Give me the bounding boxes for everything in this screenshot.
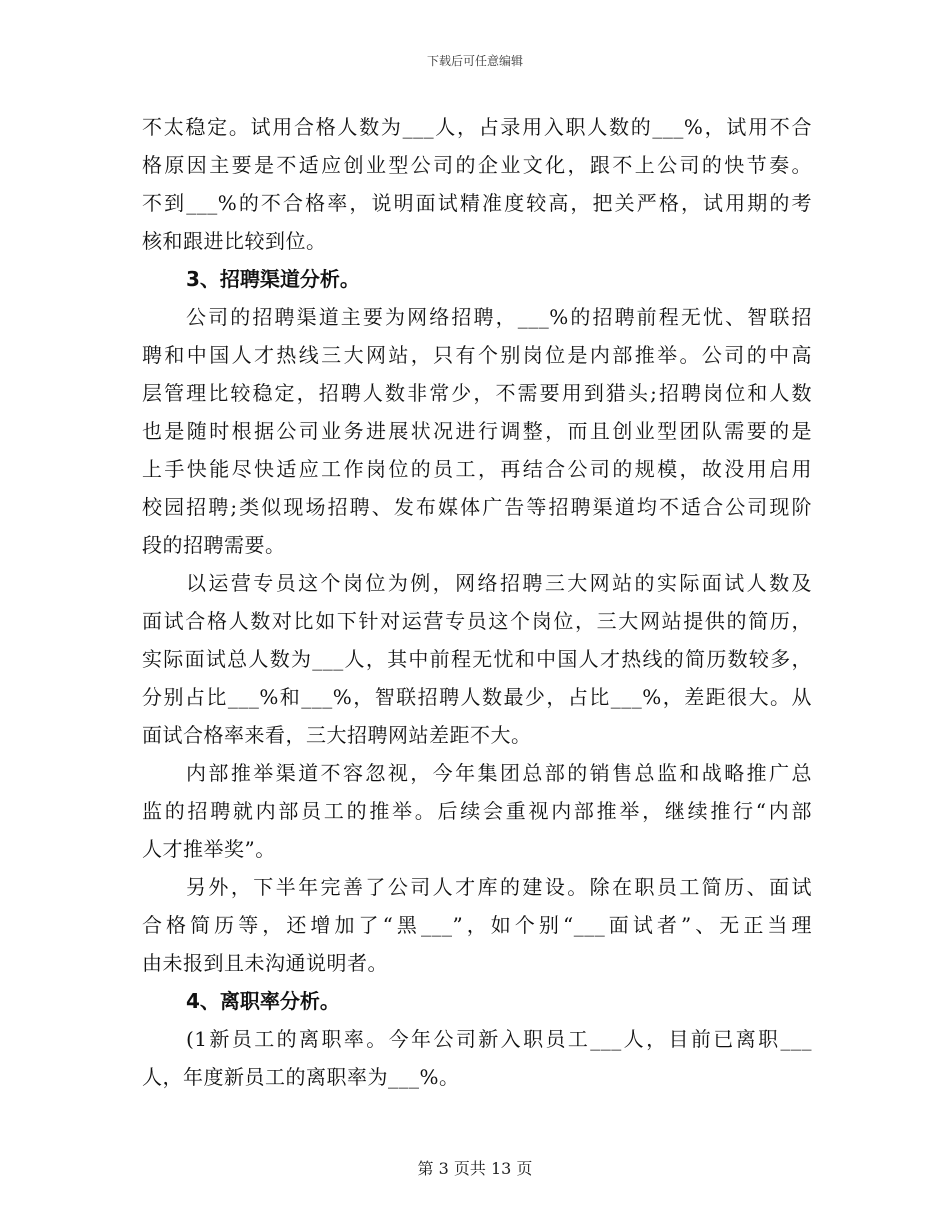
document-body	[142, 108, 812, 1096]
page-header: 下载后可任意编辑	[426, 54, 523, 68]
text-line: (1新员工的离职率。今年公司新入职员工___人，目前已离职___	[186, 1027, 812, 1051]
paragraph	[142, 298, 812, 564]
text-line: 面试合格人数对比如下针对运营专员这个岗位，三大网站提供的简历，	[142, 609, 812, 633]
page-footer: 第 3 页共 13 页	[417, 1159, 533, 1178]
text-line: 层管理比较稳定，招聘人数非常少，不需要用到猎头;招聘岗位和人数	[142, 381, 812, 405]
text-line: 实际面试总人数为___人，其中前程无忧和中国人才热线的简历数较多，	[142, 647, 812, 671]
text-line: 人，年度新员工的离职率为___%。	[142, 1065, 460, 1089]
text-line: 公司的招聘渠道主要为网络招聘，___%的招聘前程无忧、智联招	[186, 305, 812, 329]
paragraph	[142, 108, 812, 260]
text-line: 内部推举渠道不容忽视，今年集团总部的销售总监和战略推广总	[186, 761, 812, 785]
text-line: 不到___%的不合格率，说明面试精准度较高，把关严格，试用期的考	[142, 191, 812, 215]
paragraph	[142, 564, 812, 754]
section-heading: 4、离职率分析。	[186, 989, 340, 1013]
text-line: 人才推举奖”。	[142, 837, 276, 861]
text-line: 由未报到且未沟通说明者。	[142, 951, 388, 975]
text-line: 以运营专员这个岗位为例，网络招聘三大网站的实际面试人数及	[186, 571, 812, 595]
text-line: 格原因主要是不适应创业型公司的企业文化，跟不上公司的快节奏。	[142, 153, 812, 177]
text-line: 校园招聘;类似现场招聘、发布媒体广告等招聘渠道均不适合公司现阶	[142, 495, 812, 519]
paragraph	[142, 754, 812, 868]
text-line: 上手快能尽快适应工作岗位的员工，再结合公司的规模，故没用启用	[142, 457, 812, 481]
section-heading: 3、招聘渠道分析。	[186, 267, 360, 291]
text-line: 核和跟进比较到位。	[142, 229, 327, 253]
text-line: 聘和中国人才热线三大网站，只有个别岗位是内部推举。公司的中高	[142, 343, 812, 367]
text-line: 段的招聘需要。	[142, 533, 286, 557]
text-line: 另外，下半年完善了公司人才库的建设。除在职员工简历、面试	[186, 875, 812, 899]
text-line: 面试合格率来看，三大招聘网站差距不大。	[142, 723, 532, 747]
text-line: 不太稳定。试用合格人数为___人，占录用入职人数的___%，试用不合	[142, 115, 812, 139]
text-line: 监的招聘就内部员工的推举。后续会重视内部推举，继续推行“内部	[142, 799, 812, 823]
text-line: 也是随时根据公司业务进展状况进行调整，而且创业型团队需要的是	[142, 419, 812, 443]
paragraph	[142, 868, 812, 982]
text-line: 分别占比___%和___%，智联招聘人数最少，占比___%，差距很大。从	[142, 685, 812, 709]
text-line: 合格简历等，还增加了“黑___”，如个别“___面试者”、无正当理	[142, 913, 812, 937]
paragraph	[142, 1020, 812, 1096]
